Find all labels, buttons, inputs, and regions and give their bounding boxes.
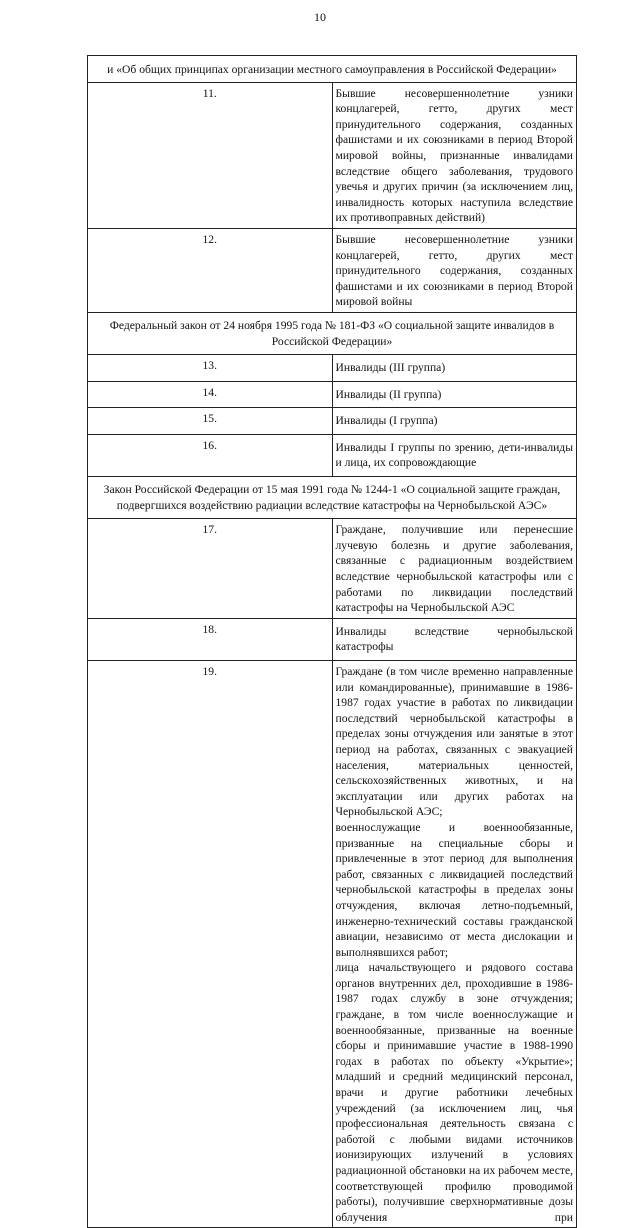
category-description <box>332 408 577 435</box>
table-row <box>88 381 577 408</box>
table-row <box>88 355 577 382</box>
category-paragraph: Инвалиды (II группа) <box>335 387 442 401</box>
table-row <box>88 82 577 228</box>
row-number: 15. <box>88 408 333 435</box>
table-row <box>88 434 577 476</box>
category-description <box>332 434 577 476</box>
table-section-heading-row <box>88 477 577 519</box>
category-paragraph: Граждане, получившие или перенесшие лучевую болезнь и другие заболевания, связанные с радиационным воздействием вследствие чернобыльской катастрофы или с работами по ликвидации последствий катастрофы на Чернобыльской АЭС <box>335 523 573 615</box>
row-number: 19. <box>88 661 333 1228</box>
section-heading: Закон Российской Федерации от 15 мая 1991 года № 1244-1 «О социальной защите граждан, подвергшихся воздействию радиации вследствие катастрофы на Чернобыльской АЭС» <box>88 477 577 519</box>
page-number: 10 <box>314 10 326 24</box>
category-paragraph: лица начальствующего и рядового состава органов внутренних дел, проходившие в 1986-1987 годах службу в зоне отчуждения; граждане, в том числе военнослужащие и военнообязанные, призванные на военные сборы и принимавшие участие в 1988-1990 годах в работах по объекту «Укрытие»; младший и средний медицинский персонал, врачи и другие работники лечебных учреждений (за исключением лиц, чья профессиональная деятельность связана с работой с любыми видами источников ионизирующих излучений в условиях радиационной обстановки на их рабочем месте, соответствующей профилю проводимой работы), получившие сверхнормативные дозы облучения при <box>335 961 573 1224</box>
row-number: 16. <box>88 434 333 476</box>
table-row <box>88 228 577 312</box>
row-number: 13. <box>88 355 333 382</box>
category-description <box>332 355 577 382</box>
category-paragraph: Бывшие несовершеннолетние узники концлагерей, гетто, других мест принудительного содержания, созданных фашистами и их союзниками в период Второй мировой войны <box>335 232 573 309</box>
row-number: 11. <box>88 82 333 228</box>
category-description <box>332 519 577 619</box>
row-number: 17. <box>88 519 333 619</box>
category-description <box>332 82 577 228</box>
category-paragraph: военнослужащие и военнообязанные, призванные на специальные сборы и привлеченные в этот период для выполнения работ, связанных с ликвидацией последствий чернобыльской катастрофы в пределах зоны отчуждения, включая летно-подъемный, инженерно-технический составы гражданской авиации, независимо от места дислокации и выполнявшихся работ; <box>335 820 573 959</box>
row-number: 12. <box>88 228 333 312</box>
section-heading: Федеральный закон от 24 ноября 1995 года № 181-ФЗ «О социальной защите инвалидов в Российской Федерации» <box>88 312 577 354</box>
category-paragraph: Инвалиды вследствие чернобыльской катастрофы <box>335 624 573 654</box>
category-description <box>332 661 577 1228</box>
benefit-categories-table <box>87 55 577 1228</box>
table-row <box>88 661 577 1228</box>
table-section-heading-row <box>88 56 577 83</box>
category-paragraph: Бывшие несовершеннолетние узники концлагерей, гетто, других мест принудительного содержания, созданных фашистами и их союзниками в период Второй мировой войны, признанные инвалидами вследствие общего заболевания, трудового увечья и других причин (за исключением лиц, инвалидность которых наступила вследствие их противоправных действий) <box>335 86 573 225</box>
category-description <box>332 228 577 312</box>
table-row <box>88 519 577 619</box>
table-row <box>88 618 577 660</box>
table-body <box>88 56 577 1228</box>
category-paragraph: Инвалиды (III группа) <box>335 361 446 375</box>
table-section-heading-row <box>88 312 577 354</box>
category-description <box>332 381 577 408</box>
category-paragraph: Граждане (в том числе временно направленные или командированные), принимавшие в 1986-1987 годах участие в работах по ликвидации последствий чернобыльской катастрофы в пределах зоны отчуждения или занятые в этот период на работах, связанных с эвакуацией населения, материальных ценностей, сельскохозяйственных животных, и на эксплуатации или других работах на Чернобыльской АЭС; <box>335 665 573 819</box>
section-heading: и «Об общих принципах организации местного самоуправления в Российской Федерации» <box>88 56 577 83</box>
row-number: 18. <box>88 618 333 660</box>
category-paragraph: Инвалиды I группы по зрению, дети-инвалиды и лица, их сопровождающие <box>335 440 573 470</box>
row-number: 14. <box>88 381 333 408</box>
category-paragraph: Инвалиды (I группа) <box>335 414 438 428</box>
table-row <box>88 408 577 435</box>
category-description <box>332 618 577 660</box>
